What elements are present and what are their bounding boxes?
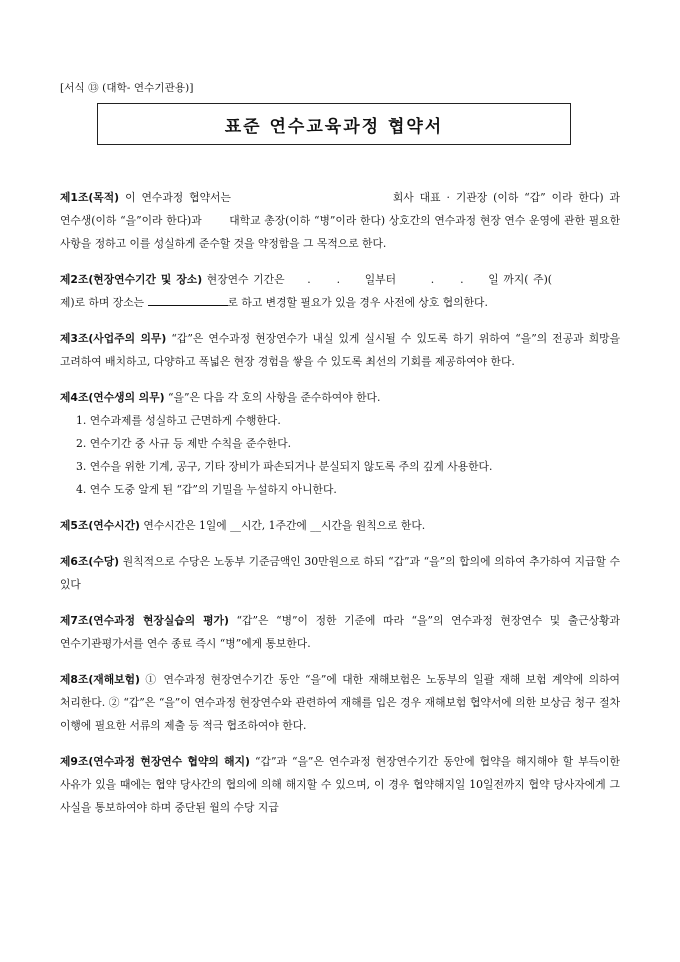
article-2-text-5: 로 하고 변경할 필요가 있을 경우 사전에 상호 협의한다.	[227, 296, 488, 309]
list-item: 3. 연수을 위한 기계, 공구, 기타 장비가 파손되거나 분실되지 않도록 주의 깊게 사용한다.	[76, 460, 493, 473]
article-2-text-1: 현장연수 기간은	[202, 273, 290, 286]
article-1-text-1: 이 연수과정 협약서는	[119, 191, 237, 204]
article-1-text-3: 대학교 총장(이하 “병”이라 한다) 상호간의 연수과정 현장 연수 운영에 관한 필요한 사항을 정하고 이를 성실하게 준수할 것을 약정함을 그 목적으로 한다.	[60, 214, 620, 250]
article-2-dot-1: .	[307, 273, 311, 286]
article-2-dot-2: .	[336, 273, 341, 286]
article-9-text: “갑”과 “을”은 연수과정 현장연수기간 동안에 협약을 해지해야 할 부득이한 사유가 있을 때에는 협약 당사간의 협의에 의해 해지할 수 있으며, 이 경우 협약해지일 10일전까지 협약 당사자에게 그 사실을 통보하여야 하며 중단된 월의 수당 지급	[60, 755, 620, 814]
article-4-heading: 제4조(연수생의 의무)	[60, 391, 165, 404]
place-blank	[148, 292, 228, 306]
article-3-heading: 제3조(사업주의 의무)	[60, 332, 167, 345]
article-3-text: “갑”은 연수과정 현장연수가 내실 있게 실시될 수 있도록 하기 위하여 “을”의 전공과 희망을 고려하여 배치하고, 다양하고 폭넓은 현장 경험을 쌓을 수 있도록 최선의 기회를 제공하여야 한다.	[60, 332, 621, 368]
article-7-heading: 제7조(연수과정 현장실습의 평가)	[60, 614, 229, 627]
title-box	[97, 103, 571, 145]
article-8-text: ① 연수과정 현장연수기간 동안 “을”에 대한 재해보험은 노동부의 일괄 재해 보험 계약에 의하여 처리한다. ② “갑”은 “을”이 연수과정 현장연수와 관련하여 재해를 입은 경우 재해보험 협약서에 의한 보상금 청구 절차 이행에 필요한 서류의 제출 등 적극 협조하여야 한다.	[60, 673, 620, 732]
article-1-text-2: 회사 대표 · 기관장 (이하 “갑” 이라 한다) 과 연수생(이하 “을”이라 한다)과	[60, 191, 620, 227]
article-5	[60, 514, 620, 537]
article-2-text-4: 제)로 하며 장소는	[60, 296, 148, 309]
list-item: 4. 연수 도중 알게 된 “갑”의 기밀을 누설하지 아니한다.	[76, 483, 337, 496]
article-6	[60, 550, 620, 596]
article-2-text-3: 일 까지( 주)(	[483, 273, 552, 286]
article-1	[60, 186, 620, 255]
article-2	[60, 268, 620, 314]
article-9	[60, 750, 620, 819]
article-6-text: 원칙적으로 수당은 노동부 기준금액인 30만원으로 하되 “갑”과 “을”의 합의에 의하여 추가하여 지급할 수 있다	[60, 555, 620, 591]
article-4-list	[60, 409, 620, 501]
article-7	[60, 609, 620, 655]
article-2-heading: 제2조(현장연수기간 및 장소)	[60, 273, 203, 286]
list-item: 1. 연수과제를 성실하고 근면하게 수행한다.	[76, 414, 281, 427]
document-title: 표준 연수교육과정 협약서	[224, 116, 444, 137]
article-5-heading: 제5조(연수시간)	[60, 519, 140, 532]
list-item: 2. 연수기간 중 사규 등 제반 수칙을 준수한다.	[76, 437, 292, 450]
article-1-heading: 제1조(목적)	[60, 191, 120, 204]
article-9-heading: 제9조(연수과정 현장연수 협약의 해지)	[60, 755, 250, 768]
article-2-dot-3: .	[430, 273, 435, 286]
article-6-heading: 제6조(수당)	[60, 555, 120, 568]
article-5-text: 연수시간은 1일에 __시간, 1주간에 __시간을 원칙으로 한다.	[139, 519, 426, 532]
article-2-dot-4: .	[460, 273, 464, 286]
article-7-text: “갑”은 “병”이 정한 기준에 따라 “을”의 연수과정 현장연수 및 출근상황과 연수기관평가서를 연수 종료 즉시 “병”에게 통보한다.	[60, 614, 620, 650]
article-8	[60, 668, 620, 737]
document-body	[60, 186, 620, 832]
form-label: [서식 ⑬ (대학- 연수기관용)]	[60, 82, 194, 94]
article-3	[60, 327, 620, 373]
article-2-text-2: 일부터	[360, 273, 401, 286]
article-4-text: “을”은 다음 각 호의 사항을 준수하여야 한다.	[164, 391, 381, 404]
article-8-heading: 제8조(재해보험)	[60, 673, 140, 686]
article-4	[60, 386, 620, 501]
